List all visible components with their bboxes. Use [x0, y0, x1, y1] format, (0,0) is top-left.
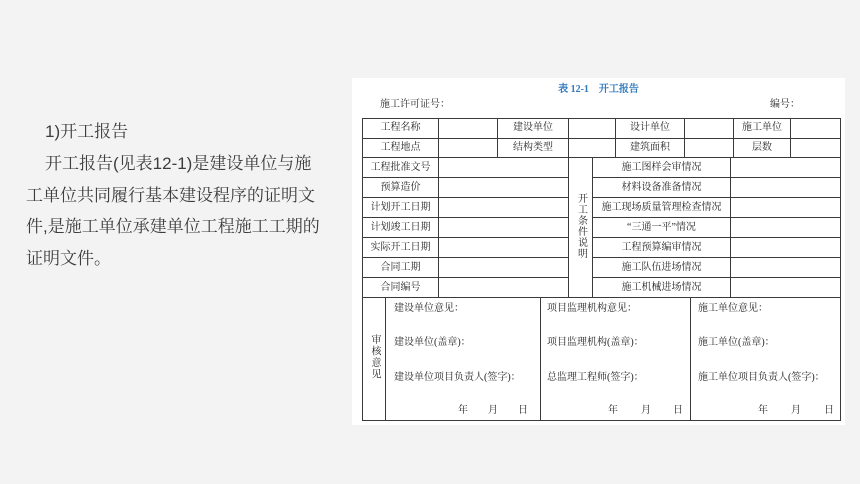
- conditions-row: [363, 198, 841, 218]
- slide-text-block: [26, 116, 344, 275]
- contract-duration-value: [439, 258, 569, 278]
- review-table: [362, 298, 841, 421]
- supervisor-date-year: 年: [608, 405, 618, 416]
- site-quality-check-label: 施工现场质量管理检查情况: [593, 198, 731, 218]
- permit-number-label: 施工许可证号：: [380, 99, 450, 110]
- project-info-table: [362, 118, 841, 158]
- supervisor-seal-label: 项目监理机构(盖章)：: [547, 337, 644, 348]
- review-label: 审核意见: [369, 334, 380, 380]
- serial-number-label: 编号：: [770, 99, 800, 110]
- start-conditions-label-cell: [569, 158, 593, 298]
- planned-start-date-label: 计划开工日期: [363, 198, 439, 218]
- actual-start-date-value: [439, 238, 569, 258]
- site-preparation-value: [731, 218, 841, 238]
- budget-review-value: [731, 238, 841, 258]
- contract-number-value: [439, 278, 569, 298]
- form-title: 表 12-1 开工报告: [558, 84, 639, 95]
- conditions-table: [362, 158, 841, 298]
- conditions-row: [363, 258, 841, 278]
- contractor-signature-label: 施工单位项目负责人(签字)：: [698, 372, 825, 383]
- site-quality-check-value: [731, 198, 841, 218]
- drawing-review-label: 施工图样会审情况: [593, 158, 731, 178]
- start-report-form-image: [352, 78, 845, 425]
- owner-seal-label: 建设单位(盖章)：: [394, 337, 471, 348]
- contractor-seal-label: 施工单位(盖章)：: [698, 337, 775, 348]
- owner-signature-label: 建设单位项目负责人(签字)：: [394, 372, 521, 383]
- structure-type-label: 结构类型: [498, 138, 569, 158]
- start-report-form: [362, 118, 840, 421]
- start-conditions-label: 开工条件说明: [575, 192, 587, 259]
- budget-cost-value: [439, 178, 569, 198]
- paragraph-line: 件,是施工单位承建单位工程施工工期的: [26, 217, 320, 237]
- project-name-label: 工程名称: [363, 119, 439, 139]
- conditions-row: [363, 158, 841, 178]
- approval-number-value: [439, 158, 569, 178]
- machinery-arrival-value: [731, 278, 841, 298]
- contract-duration-label: 合同工期: [363, 258, 439, 278]
- owner-unit-value: [569, 119, 616, 139]
- drawing-review-value: [731, 158, 841, 178]
- project-name-value: [439, 119, 498, 139]
- owner-opinion-label: 建设单位意见：: [394, 303, 464, 314]
- building-area-value: [685, 138, 734, 158]
- contractor-opinion-label: 施工单位意见：: [698, 303, 768, 314]
- project-info-row: [363, 119, 841, 139]
- owner-unit-label: 建设单位: [498, 119, 569, 139]
- contractor-review-cell: [691, 298, 841, 421]
- supervisor-opinion-label: 项目监理机构意见：: [547, 303, 637, 314]
- review-label-cell: [363, 298, 386, 421]
- contractor-unit-label: 施工单位: [734, 119, 791, 139]
- supervisor-date-day: 日: [673, 405, 683, 416]
- actual-start-date-label: 实际开工日期: [363, 238, 439, 258]
- owner-review-cell: [386, 298, 541, 421]
- owner-date-year: 年: [458, 405, 468, 416]
- material-equipment-label: 材料设备准备情况: [593, 178, 731, 198]
- conditions-row: [363, 278, 841, 298]
- paragraph-line: 工单位共同履行基本建设程序的证明文: [26, 185, 315, 205]
- paragraph-line: 开工报告(见表12-1)是建设单位与施: [45, 154, 312, 173]
- structure-type-value: [569, 138, 616, 158]
- floor-count-value: [791, 138, 841, 158]
- team-arrival-value: [731, 258, 841, 278]
- floor-count-label: 层数: [734, 138, 791, 158]
- owner-date-month: 月: [488, 405, 498, 416]
- project-info-row: [363, 138, 841, 158]
- planned-completion-date-label: 计划竣工日期: [363, 218, 439, 238]
- contractor-date-month: 月: [791, 405, 801, 416]
- machinery-arrival-label: 施工机械进场情况: [593, 278, 731, 298]
- supervisor-signature-label: 总监理工程师(签字)：: [547, 372, 644, 383]
- contractor-review-content: [691, 298, 840, 420]
- site-preparation-label: “三通一平”情况: [593, 218, 731, 238]
- supervisor-date-month: 月: [641, 405, 651, 416]
- design-unit-value: [685, 119, 734, 139]
- project-location-value: [439, 138, 498, 158]
- supervisor-review-cell: [541, 298, 691, 421]
- material-equipment-value: [731, 178, 841, 198]
- approval-number-label: 工程批准文号: [363, 158, 439, 178]
- planned-start-date-value: [439, 198, 569, 218]
- contractor-date-day: 日: [824, 405, 834, 416]
- review-row: [363, 298, 841, 421]
- section-heading: 1)开工报告: [45, 122, 129, 141]
- planned-completion-date-value: [439, 218, 569, 238]
- conditions-row: [363, 178, 841, 198]
- budget-cost-label: 预算造价: [363, 178, 439, 198]
- team-arrival-label: 施工队伍进场情况: [593, 258, 731, 278]
- contractor-date-year: 年: [758, 405, 768, 416]
- supervisor-review-content: [541, 298, 690, 420]
- conditions-row: [363, 218, 841, 238]
- project-location-label: 工程地点: [363, 138, 439, 158]
- contract-number-label: 合同编号: [363, 278, 439, 298]
- building-area-label: 建筑面积: [616, 138, 685, 158]
- budget-review-label: 工程预算编审情况: [593, 238, 731, 258]
- contractor-unit-value: [791, 119, 841, 139]
- owner-review-content: [386, 298, 540, 420]
- design-unit-label: 设计单位: [616, 119, 685, 139]
- paragraph-line: 证明文件。: [26, 249, 111, 269]
- owner-date-day: 日: [518, 405, 528, 416]
- conditions-row: [363, 238, 841, 258]
